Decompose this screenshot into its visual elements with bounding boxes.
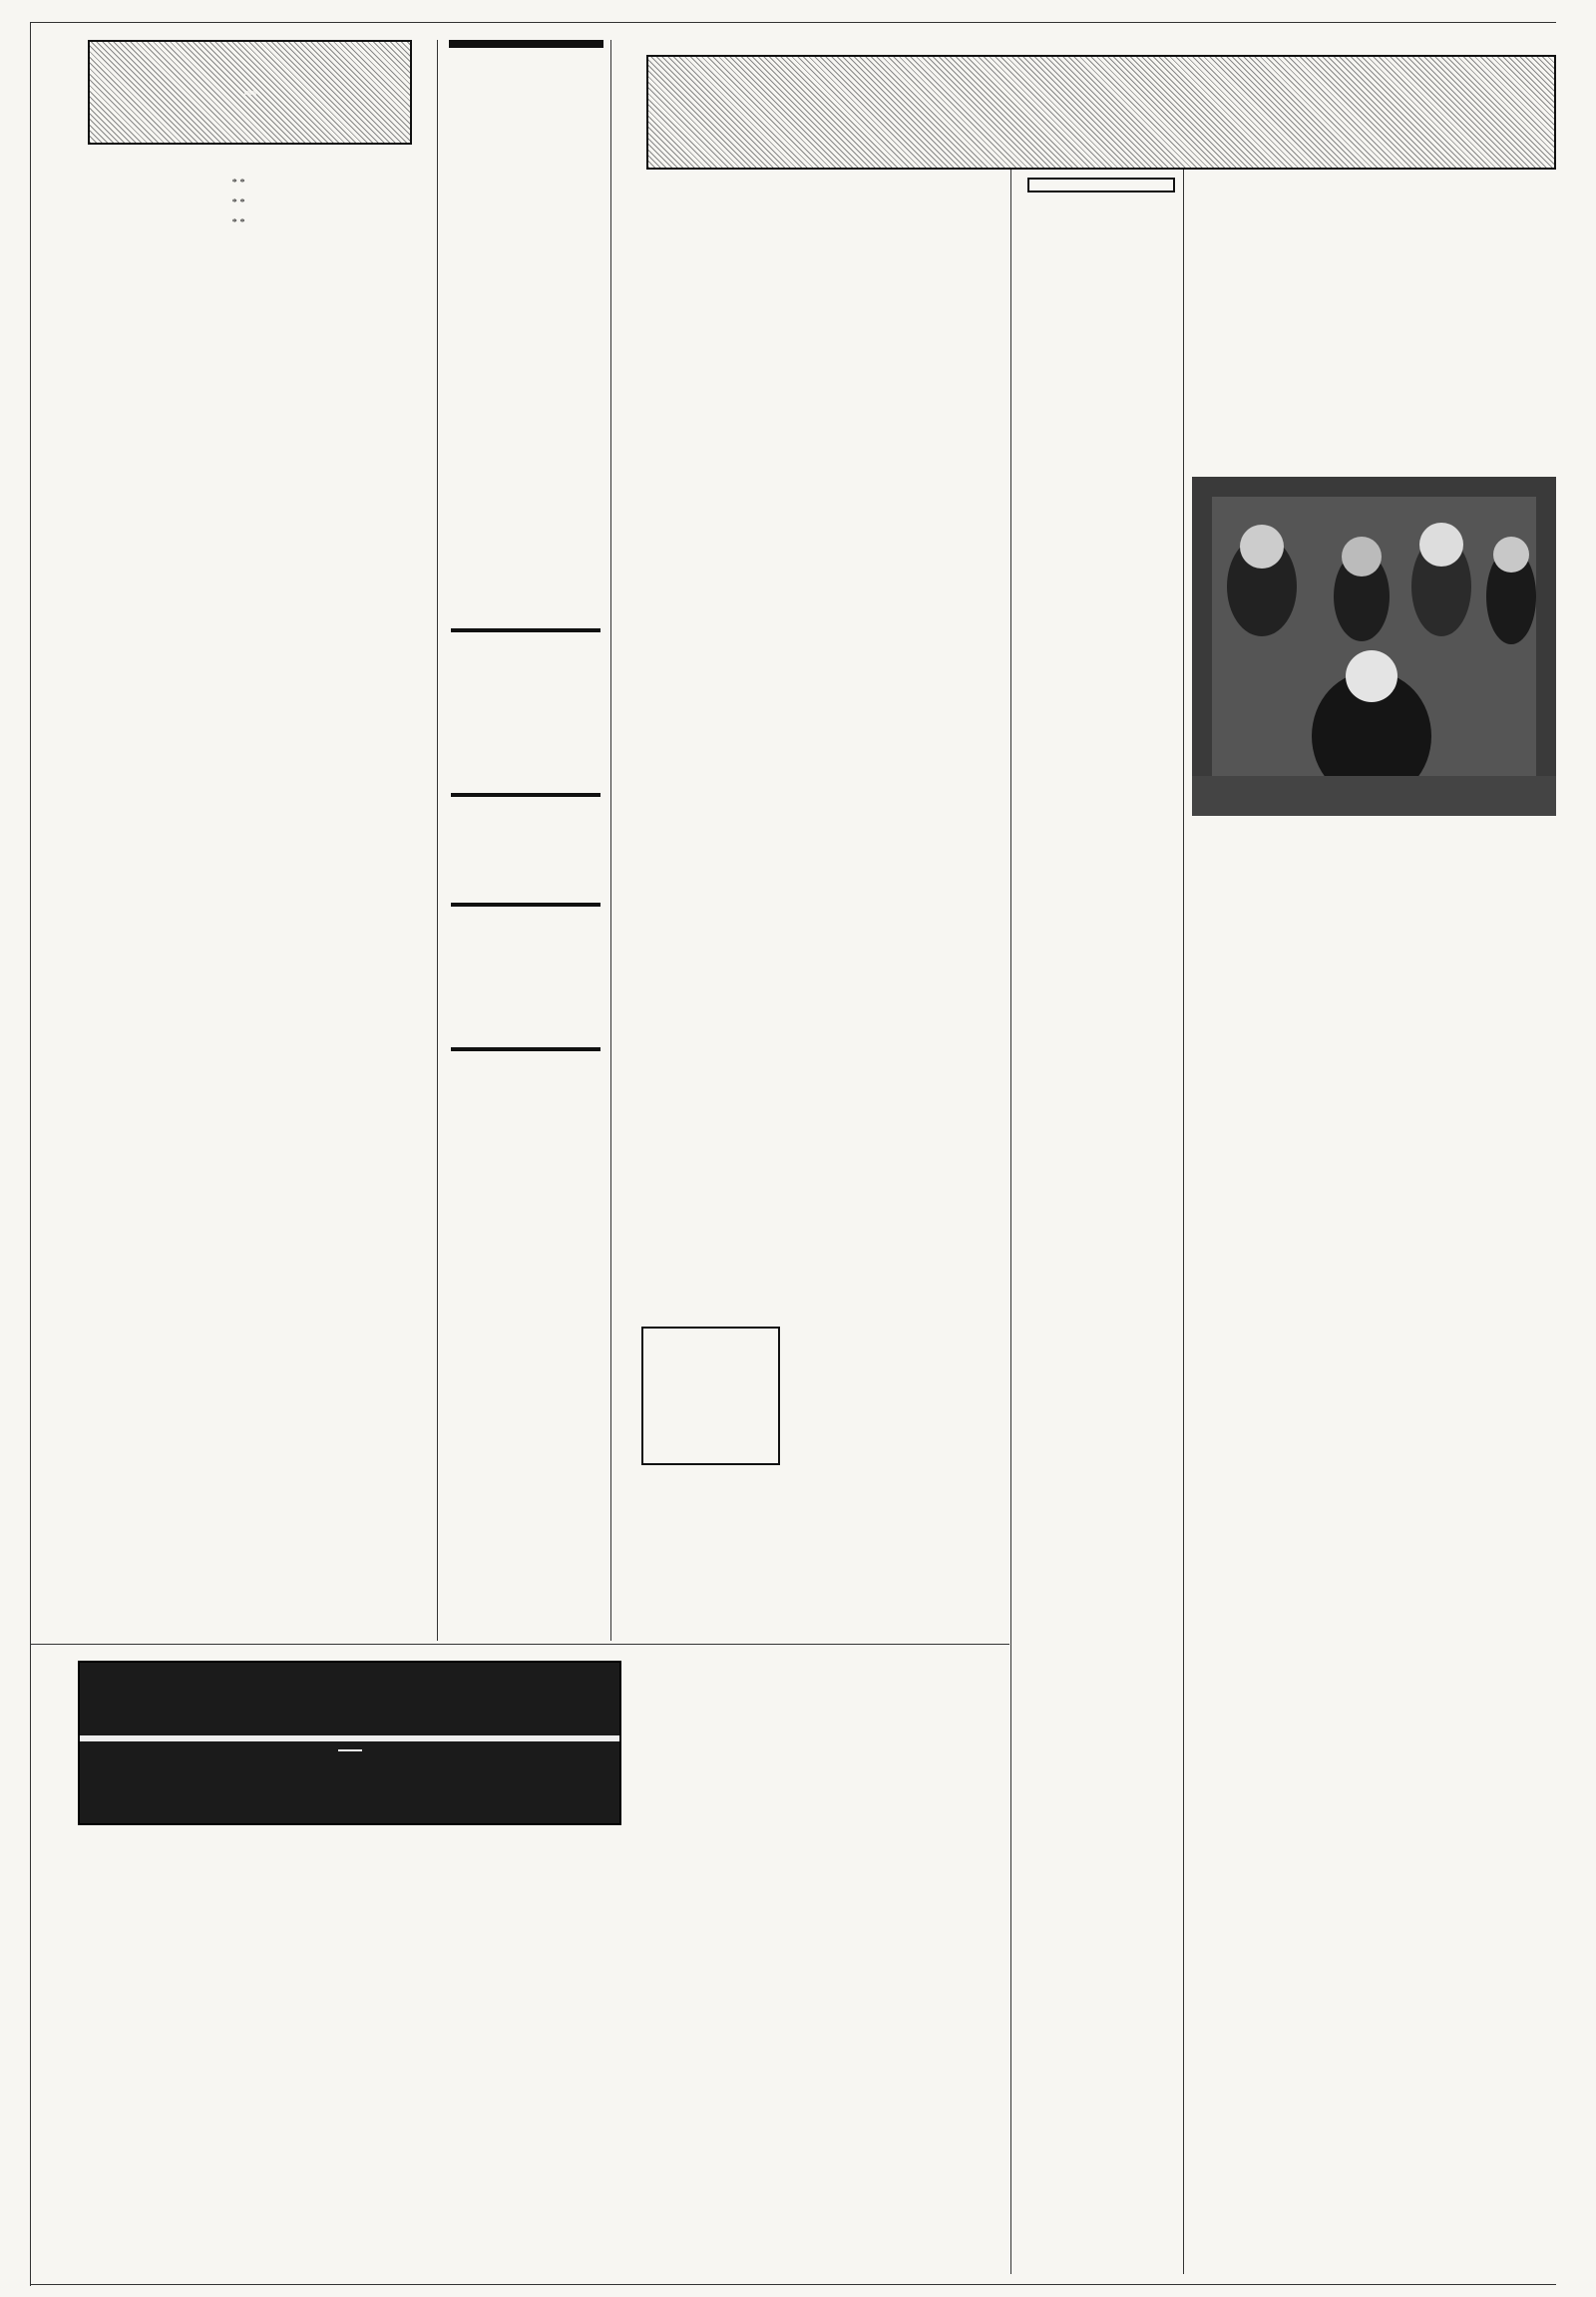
pharmacy-text xyxy=(1022,2204,1177,2276)
column-divider-1 xyxy=(437,40,438,1641)
theater-photo xyxy=(1192,477,1556,816)
date-box xyxy=(1027,178,1175,192)
makedonika-col-2 xyxy=(819,344,1002,1272)
makedonika-article-header xyxy=(623,180,1002,188)
asterisks-1: * * xyxy=(231,178,245,189)
philosophy-label xyxy=(451,793,600,797)
theater-section xyxy=(1192,267,1352,273)
novel-author xyxy=(338,1749,362,1751)
taxi-label xyxy=(451,1047,600,1051)
grammata-top-right-text xyxy=(1362,239,1561,474)
asterisks-2: * * xyxy=(231,197,245,208)
asterisks-3: * * xyxy=(231,217,245,228)
column-divider-4 xyxy=(1183,170,1184,2274)
outer-left-border xyxy=(30,22,31,2286)
novel-body xyxy=(45,1853,1002,2277)
thessaloniki-header xyxy=(88,40,412,145)
thessaloniki-title xyxy=(244,91,256,95)
crossword-vertical xyxy=(828,1317,1002,1327)
makedonika-article-body xyxy=(623,344,1002,1272)
makedonika-col-1 xyxy=(623,344,807,1272)
thessaloniki-article xyxy=(48,170,429,1636)
grammata-banner xyxy=(1187,180,1566,219)
poetry-section xyxy=(449,499,603,503)
taxi-section xyxy=(449,1081,603,1085)
novel-col-3 xyxy=(692,1853,1002,2277)
anecdote-label xyxy=(451,628,600,632)
philosophy-section xyxy=(449,828,603,832)
crossword-grid[interactable] xyxy=(641,1327,780,1465)
spectacles-section xyxy=(1022,384,1177,1735)
outer-top-border xyxy=(30,22,1556,23)
column-divider-2 xyxy=(610,40,611,1641)
novel-label xyxy=(80,1735,619,1741)
bible-section xyxy=(449,1501,603,1505)
makedonika-banner xyxy=(646,55,1556,170)
novel-banner xyxy=(78,1661,621,1825)
theater-photo-image xyxy=(1192,477,1556,816)
novel-top-rule xyxy=(30,1644,1009,1645)
column-divider-3 xyxy=(1010,170,1011,2274)
grammata-col-left xyxy=(1192,868,1357,2274)
novel-col-1 xyxy=(45,1853,355,2277)
masthead xyxy=(449,40,603,54)
novel-col-2 xyxy=(369,1853,679,2277)
masthead-logo xyxy=(449,40,603,48)
anecdote-section xyxy=(449,662,603,666)
problem-section xyxy=(449,938,603,942)
grammata-col-right xyxy=(1367,868,1556,2274)
outer-bottom-border xyxy=(30,2284,1556,2285)
problem-label xyxy=(451,903,600,907)
